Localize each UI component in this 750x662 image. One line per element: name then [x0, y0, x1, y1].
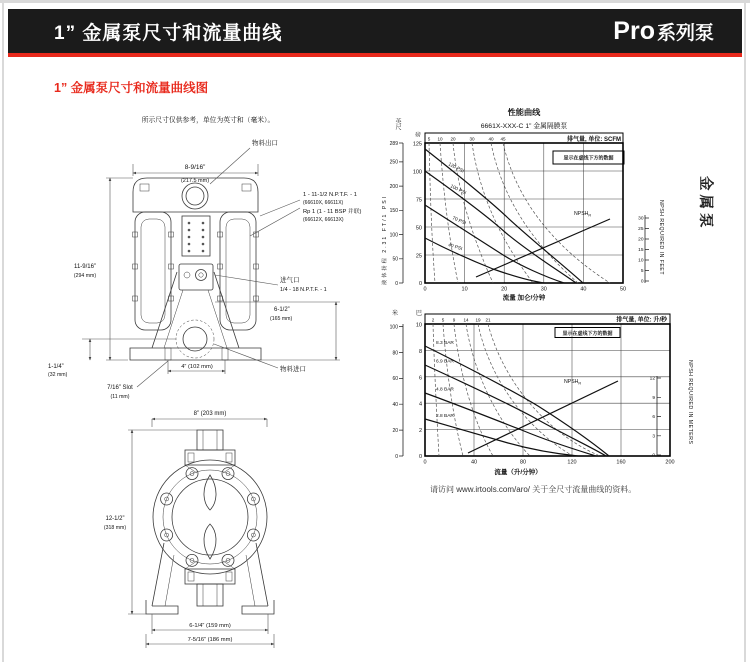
svg-text:40: 40	[580, 286, 587, 293]
npsh-feet-labels	[638, 216, 644, 285]
npsh-meters-axis-label: NPSH REQUIRED IN METERS	[687, 360, 693, 445]
pump-side-view-drawing	[100, 403, 360, 653]
page-edge-left	[2, 0, 4, 662]
svg-text:6: 6	[652, 415, 655, 421]
air-axis-ticks	[428, 136, 506, 141]
thread-line3: Rp 1 (1 - 11 BSP 并联)	[303, 209, 362, 215]
footer-url: www.irtools.com/aro/	[456, 485, 531, 494]
air-axis-label: 排气量, 单位: 升/秒	[616, 317, 667, 324]
feet-axis-labels	[390, 141, 399, 287]
svg-text:200: 200	[665, 459, 675, 466]
svg-text:75: 75	[415, 197, 422, 204]
svg-text:20: 20	[638, 237, 644, 243]
thread-line1: 1 - 11-1/2 N.P.T.F. - 1	[303, 192, 357, 198]
footer-suffix: 关于全尺寸流量曲线的资料。	[532, 485, 637, 494]
svg-text:20: 20	[450, 136, 456, 142]
flange-bolts	[161, 468, 260, 567]
svg-text:20: 20	[392, 427, 398, 434]
thread-line4: (66612X, 66613X)	[303, 217, 344, 223]
dim-side-width: 8” (203 mm)	[193, 411, 227, 417]
meters-axis-labels	[390, 324, 399, 459]
svg-text:9: 9	[652, 395, 655, 401]
svg-text:5: 5	[427, 136, 431, 142]
svg-text:40: 40	[470, 459, 478, 466]
svg-text:120: 120	[567, 459, 577, 466]
page-title: 1” 金属泵尺寸和流量曲线	[54, 22, 283, 44]
note-box-text: 显示在虚线下方的数据	[563, 155, 614, 162]
svg-text:8.3 BAR: 8.3 BAR	[436, 341, 454, 346]
svg-text:9: 9	[452, 317, 456, 323]
svg-text:0: 0	[652, 453, 655, 459]
svg-text:2: 2	[418, 428, 422, 435]
dim-bolt-span: 4” (102 mm)	[181, 364, 213, 370]
svg-text:40: 40	[488, 136, 494, 142]
feet-axis-header: 英尺	[394, 118, 400, 130]
thread-spec-block	[250, 192, 361, 236]
svg-text:10: 10	[437, 136, 443, 142]
svg-text:12: 12	[649, 376, 655, 382]
dim-side-height-mm: (165 mm)	[270, 316, 293, 322]
svg-text:80: 80	[519, 459, 527, 466]
air-valve	[179, 264, 213, 290]
side-tab-label: 金属泵	[697, 176, 713, 232]
svg-text:200: 200	[389, 183, 398, 190]
dim-foot-in: 1-1/4”	[48, 364, 64, 370]
dim-feet-outer: 7-5/16” (186 mm)	[187, 637, 233, 643]
dimension-note: 所示尺寸仅供参考，单位为英寸和（毫米）。	[141, 117, 275, 124]
pump-front-outline	[130, 178, 261, 360]
svg-text:8: 8	[418, 348, 422, 355]
muffler-holes	[188, 222, 205, 253]
front-view-dimensions	[48, 138, 361, 400]
svg-text:6: 6	[418, 375, 422, 382]
thread-line2: (66610X, 66611X)	[303, 200, 344, 206]
svg-text:10: 10	[415, 322, 422, 329]
note-box-text: 显示在虚线下方的数据	[562, 330, 613, 337]
air-inlet-thread: 1/4 - 18 N.P.T.F. - 1	[280, 287, 327, 293]
svg-text:0: 0	[423, 459, 427, 466]
svg-text:80: 80	[392, 350, 398, 357]
x-axis-labels	[423, 460, 674, 466]
svg-text:2.8 BAR: 2.8 BAR	[436, 414, 454, 419]
dim-feet-inner: 6-1/4” (159 mm)	[189, 623, 231, 629]
brand-label	[613, 17, 714, 46]
svg-text:30: 30	[540, 286, 547, 293]
svg-text:4: 4	[418, 401, 422, 408]
svg-text:10: 10	[461, 286, 468, 293]
gridlines	[425, 324, 670, 456]
dim-side-height-in: 6-1/2”	[274, 307, 290, 313]
svg-text:25: 25	[638, 227, 644, 233]
page-edge-right	[744, 0, 746, 662]
svg-text:0: 0	[395, 280, 398, 287]
svg-text:0: 0	[640, 279, 644, 285]
svg-text:20: 20	[501, 286, 508, 293]
slot-label: 7/16” Slot	[107, 385, 133, 391]
svg-text:100 PSI: 100 PSI	[449, 184, 467, 197]
svg-text:5: 5	[640, 269, 644, 275]
dim-height-mm: (294 mm)	[73, 273, 97, 279]
svg-text:100: 100	[389, 232, 398, 239]
svg-text:10: 10	[638, 258, 644, 264]
slot-mm: (11 mm)	[110, 394, 130, 400]
svg-text:0: 0	[423, 286, 427, 293]
performance-chart-us	[378, 103, 678, 303]
curve-labels	[436, 340, 454, 419]
pump-front-view-drawing	[40, 112, 375, 412]
svg-text:250: 250	[389, 159, 398, 166]
brand-series: 系列泵	[656, 22, 714, 44]
svg-text:0: 0	[395, 453, 398, 460]
header-bar	[8, 9, 742, 53]
x-axis-labels	[423, 287, 626, 293]
air-axis-ticks	[432, 317, 491, 322]
side-view-dimensions	[104, 411, 274, 648]
svg-text:125: 125	[412, 141, 422, 148]
svg-text:100: 100	[412, 169, 422, 176]
svg-text:5: 5	[441, 317, 445, 323]
svg-text:150: 150	[389, 208, 398, 215]
section-subtitle: 1” 金属泵尺寸和流量曲线图	[54, 81, 209, 95]
performance-chart-metric	[378, 303, 708, 483]
svg-text:14: 14	[463, 317, 469, 323]
npsh-line	[468, 381, 618, 453]
svg-text:100: 100	[389, 324, 398, 331]
svg-text:30: 30	[469, 136, 475, 142]
svg-text:0: 0	[418, 281, 422, 287]
svg-text:289: 289	[389, 140, 398, 147]
air-inlet-label: 进气口	[280, 277, 300, 284]
inlet-label: 物料进口	[280, 366, 306, 373]
dim-width-mm: (217.5 mm)	[180, 178, 210, 184]
svg-text:21: 21	[485, 317, 491, 323]
svg-text:4.8 BAR: 4.8 BAR	[436, 387, 454, 393]
head-conversion-label: 液体扬程 2.31 FT/1 PSI	[382, 194, 388, 285]
svg-text:0: 0	[418, 454, 422, 460]
dim-width-in: 8-9/16”	[184, 164, 206, 171]
svg-text:40 PSI: 40 PSI	[447, 243, 463, 253]
svg-text:60: 60	[392, 376, 398, 383]
npsh-meters-labels	[650, 376, 656, 459]
psi-axis-labels	[413, 142, 422, 288]
psi-axis-header: 磅	[415, 132, 421, 139]
svg-text:19: 19	[475, 317, 481, 323]
brand-pro: Pro	[613, 16, 655, 45]
dim-foot-mm: (32 mm)	[48, 372, 68, 378]
air-consumption-curves	[433, 324, 600, 456]
inlet-port-circle	[176, 320, 214, 358]
svg-text:15: 15	[638, 248, 644, 254]
svg-text:3: 3	[652, 434, 655, 440]
svg-text:6.9 BAR: 6.9 BAR	[436, 359, 454, 365]
svg-text:50: 50	[619, 286, 627, 293]
bar-axis-labels	[416, 323, 422, 461]
svg-text:70 PSI: 70 PSI	[451, 216, 467, 227]
pump-side-outline	[146, 430, 274, 614]
air-axis-label: 排气量, 单位: SCFM	[567, 136, 621, 143]
npsh-feet-axis-label: NPSH REQUIRED IN FEET	[658, 200, 664, 276]
svg-text:120 PSI: 120 PSI	[447, 162, 465, 175]
footer-note	[430, 484, 636, 495]
dim-side-height-mm: (318 mm)	[103, 525, 127, 531]
npsh-line	[476, 219, 610, 277]
footer-prefix: 请访问	[430, 485, 454, 494]
page-edge-top	[0, 0, 750, 3]
bar-axis-header: 巴	[415, 310, 423, 317]
x-axis-title: 流量（升/分钟）	[494, 469, 542, 476]
outlet-label: 物料出口	[252, 140, 278, 147]
svg-text:40: 40	[392, 402, 398, 408]
x-axis-title: 流量 加仑/分钟	[502, 294, 546, 302]
dim-side-height-in: 12-1/2”	[105, 516, 125, 522]
bolt-squares	[133, 232, 259, 301]
red-rule	[8, 53, 742, 57]
svg-text:2: 2	[431, 317, 435, 323]
svg-text:50: 50	[392, 256, 398, 263]
meters-axis-header: 米	[391, 310, 399, 317]
svg-text:50: 50	[415, 225, 422, 232]
svg-text:45: 45	[500, 136, 506, 142]
svg-text:30: 30	[638, 216, 644, 222]
dim-height-in: 11-9/16”	[74, 264, 96, 270]
chart-title: 性能曲线	[507, 108, 541, 117]
chart-subtitle: 6661X-XXX-C 1” 金属隔膜泵	[480, 123, 568, 130]
plot-frame	[425, 324, 670, 456]
svg-text:25: 25	[415, 253, 422, 260]
npsh-label: $NPSH_R$	[564, 379, 582, 386]
svg-text:160: 160	[616, 459, 626, 466]
npsh-label: $NPSH_R$	[574, 211, 592, 218]
